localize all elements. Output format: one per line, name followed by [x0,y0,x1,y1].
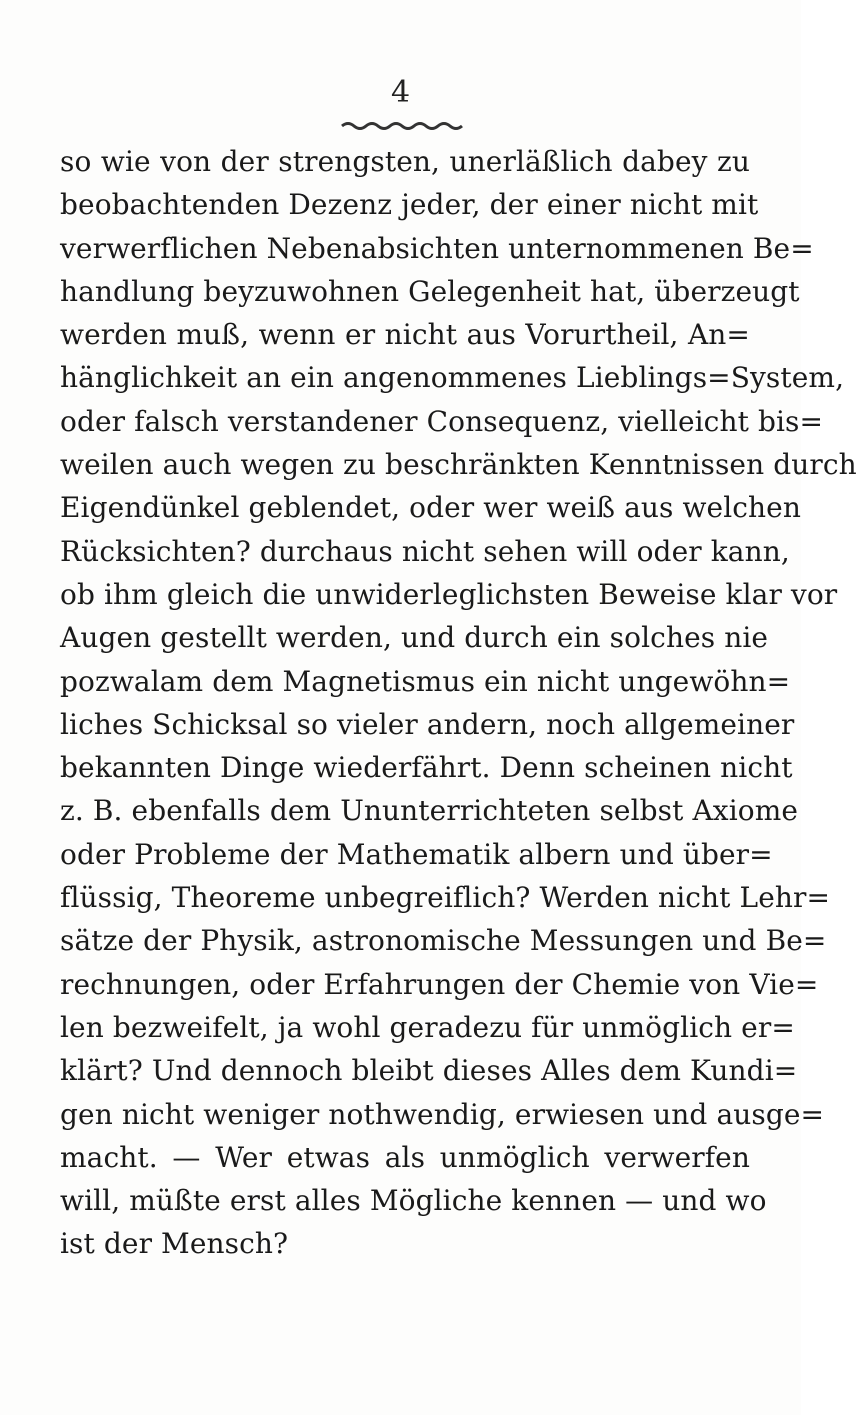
text-line: verwerflichen Nebenabsichten unternommenen Be= [60,231,814,265]
text-line: weilen auch wegen zu beschränkten Kenntnissen durch [60,448,857,482]
text-line: z. B. ebenfalls dem Ununterrichteten selbst Axiome [60,794,799,828]
text-line: len bezweifelt, ja wohl geradezu für unmöglich er= [60,1010,795,1044]
ornament-rule-icon [340,118,464,134]
text-line: pozwalam dem Magnetismus ein nicht ungewöhn= [60,664,791,698]
text-line: macht. — Wer etwas als unmöglich verwerfen [60,1140,750,1174]
text-line: so wie von der strengsten, unerläßlich dabey zu [60,145,750,178]
text-line: bekannten Dinge wiederfährt. Denn scheinen nicht [60,751,793,785]
text-line: will, müßte erst alles Mögliche kennen — und wo [60,1184,767,1218]
text-line: werden muß, wenn er nicht aus Vorurtheil, An= [60,318,750,352]
text-line: Eigendünkel geblendet, oder wer weiß aus welchen [60,491,801,525]
text-line: ob ihm gleich die unwiderleglichsten Beweise klar vor [60,577,838,611]
text-line: klärt? Und dennoch bleibt dieses Alles dem Kundi= [60,1054,798,1088]
body-text [60,140,857,1266]
text-line: sätze der Physik, astronomische Messungen und Be= [60,924,827,958]
text-line: beobachtenden Dezenz jeder, der einer nicht mit [60,188,759,222]
text-line: oder falsch verstandener Consequenz, vielleicht bis= [60,404,824,438]
text-line: oder Probleme der Mathematik albern und über= [60,837,773,871]
page-number: 4 [390,75,411,110]
text-line: flüssig, Theoreme unbegreiflich? Werden nicht Lehr= [60,881,831,915]
text-line: hänglichkeit an ein angenommenes Lieblings=System, [60,361,845,395]
text-line: gen nicht weniger nothwendig, erwiesen und ausge= [60,1097,825,1131]
text-line: liches Schicksal so vieler andern, noch allgemeiner [60,707,795,741]
text-line: rechnungen, oder Erfahrungen der Chemie von Vie= [60,967,819,1001]
text-line: handlung beyzuwohnen Gelegenheit hat, überzeugt [60,274,800,308]
text-line: Augen gestellt werden, und durch ein solches nie [60,621,769,655]
text-line: Rücksichten? durchaus nicht sehen will oder kann, [60,534,790,568]
text-line: ist der Mensch? [60,1227,289,1261]
